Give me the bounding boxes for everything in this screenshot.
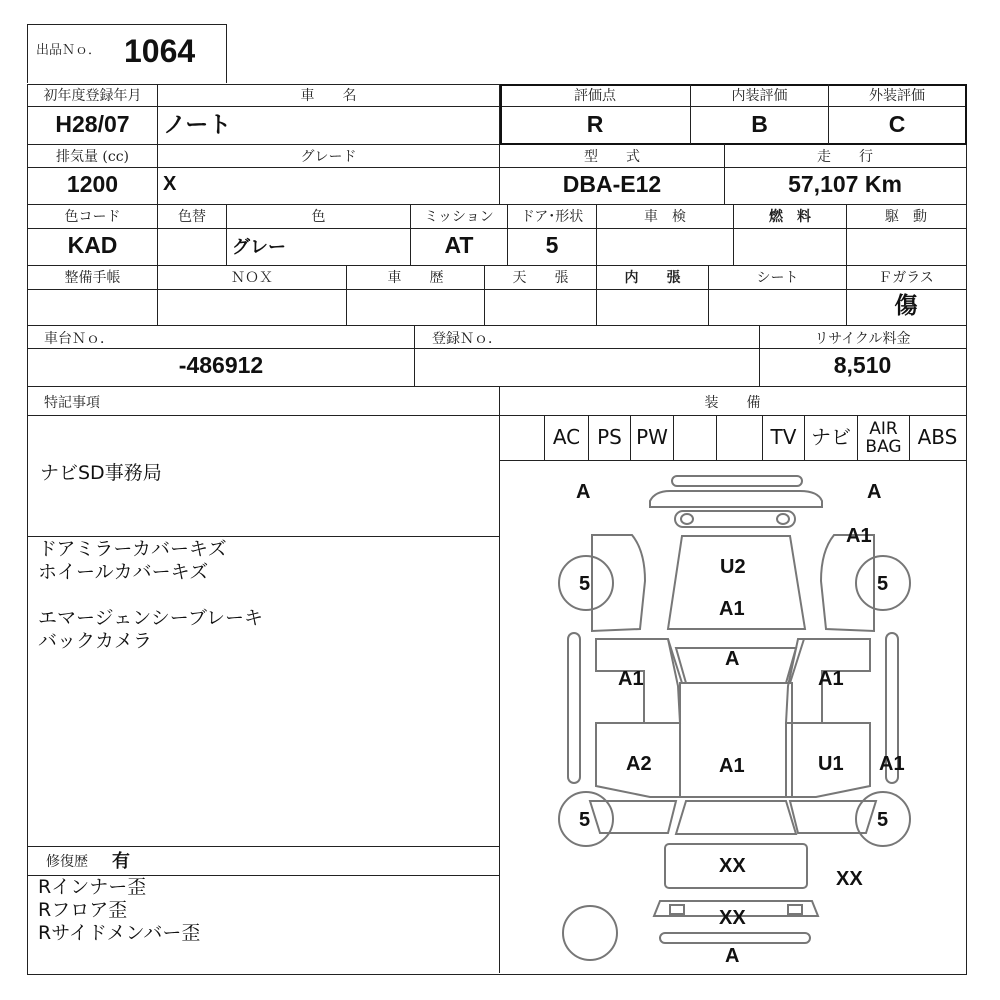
repair-history-label: 修復歴 [46, 854, 88, 870]
repair-item: Rフロア歪 [38, 899, 128, 921]
displacement-label: 排気量 (cc) [55, 149, 130, 165]
repair-history-value: 有 [112, 851, 130, 872]
mission-value: AT [444, 232, 474, 258]
inspection-label: 車 検 [644, 209, 686, 225]
lot-number: 1064 [124, 33, 196, 69]
interior-label: 内装評価 [731, 88, 788, 104]
color-change-label: 色替 [178, 209, 206, 225]
damage-rear-door-right: U1 [818, 753, 844, 775]
car-name-label: 車 名 [300, 88, 357, 104]
damage-rear-fender-right: A1 [879, 753, 905, 775]
interior-value: B [751, 111, 768, 137]
damage-rear-door-left: A2 [626, 753, 652, 775]
repair-item: Rインナー歪 [38, 876, 147, 898]
grade-label: グレード [300, 149, 357, 165]
repair-list [38, 876, 200, 945]
damage-front-door-right: A1 [818, 668, 844, 690]
damage-rear-bottom: A [725, 945, 740, 967]
tire-front-right: 5 [877, 573, 889, 595]
damage-fender-top-right: A1 [846, 525, 872, 547]
notes-item: ホイールカバーキズ [38, 561, 209, 583]
damage-windshield: A [725, 648, 740, 670]
damage-trunk-right: XX [836, 868, 863, 890]
model-value: DBA-E12 [562, 171, 662, 197]
tire-rear-left: 5 [579, 809, 591, 831]
equipment-pw: PW [636, 425, 668, 449]
first-registration-value: H28/07 [55, 111, 130, 137]
notes-item: エマージェンシーブレーキ [38, 607, 264, 629]
tire-front-left: 5 [579, 573, 591, 595]
lot-number-label: 出品Ｎｏ． [36, 43, 102, 58]
damage-front-right: A [867, 481, 882, 503]
model-label: 型 式 [584, 149, 640, 165]
drive-label: 駆 動 [885, 209, 927, 225]
maintenance-book-label: 整備手帳 [64, 270, 121, 286]
score-label: 評価点 [574, 88, 616, 104]
mileage-label: 走 行 [817, 149, 873, 165]
front-glass-label: Ｆガラス [878, 270, 934, 286]
color-code-value: KAD [67, 232, 118, 258]
ceiling-label: 天 張 [512, 270, 569, 286]
damage-hood-lower: A1 [719, 598, 745, 620]
notes-list [38, 538, 493, 653]
damage-front-left: A [576, 481, 591, 503]
equipment-tv: TV [770, 425, 797, 449]
damage-roof: A1 [719, 755, 745, 777]
mileage-value: 57,107 Km [788, 171, 902, 197]
displacement-value: 1200 [66, 171, 119, 197]
color-label: 色 [311, 209, 326, 225]
car-damage-diagram [500, 461, 966, 973]
damage-rear-bumper: XX [719, 907, 746, 929]
car-name-value: ノート [163, 111, 232, 137]
notes-label: 特記事項 [44, 395, 100, 411]
exterior-label: 外装評価 [869, 88, 925, 104]
chassis-number-label: 車台Ｎｏ． [44, 331, 114, 347]
equipment-ac: AC [552, 425, 581, 449]
tire-rear-right: 5 [877, 809, 889, 831]
equipment-ps: PS [597, 425, 622, 449]
door-shape-value: 5 [545, 232, 559, 258]
recycle-fee-value: 8,510 [833, 352, 892, 378]
damage-front-door-left: A1 [618, 668, 644, 690]
exterior-value: C [888, 111, 906, 137]
notes-line-1: ナビSD事務局 [40, 462, 162, 484]
front-glass-value: 傷 [894, 292, 918, 319]
fuel-label: 燃 料 [769, 209, 811, 225]
color-code-label: 色コード [64, 209, 121, 225]
color-value: グレー [232, 237, 286, 257]
notes-item [38, 584, 493, 607]
first-registration-label: 初年度登録年月 [43, 88, 142, 104]
nox-label: ＮＯＸ [231, 270, 273, 286]
equipment-label: 装 備 [704, 395, 761, 411]
equipment-airbag: AIR BAG [865, 419, 902, 457]
car-history-label: 車 歴 [387, 270, 444, 286]
door-shape-label: ドア･形状 [520, 209, 584, 225]
notes-item: バックカメラ [38, 630, 153, 652]
chassis-number-value: -486912 [178, 352, 264, 378]
registration-number-label: 登録Ｎｏ． [432, 331, 502, 347]
inner-trim-label: 内 張 [624, 270, 681, 286]
grade-value: X [163, 173, 177, 195]
repair-item: Rサイドメンバー歪 [38, 922, 201, 944]
equipment-navi: ナビ [811, 425, 851, 449]
notes-item: ドアミラーカバーキズ [38, 538, 227, 560]
equipment-abs: ABS [917, 425, 958, 449]
damage-trunk: XX [719, 855, 746, 877]
score-value: R [586, 111, 604, 137]
damage-hood-upper: U2 [720, 556, 746, 578]
mission-label: ミッション [424, 209, 494, 225]
seat-label: シート [756, 270, 799, 286]
recycle-fee-label: リサイクル料金 [814, 331, 911, 347]
